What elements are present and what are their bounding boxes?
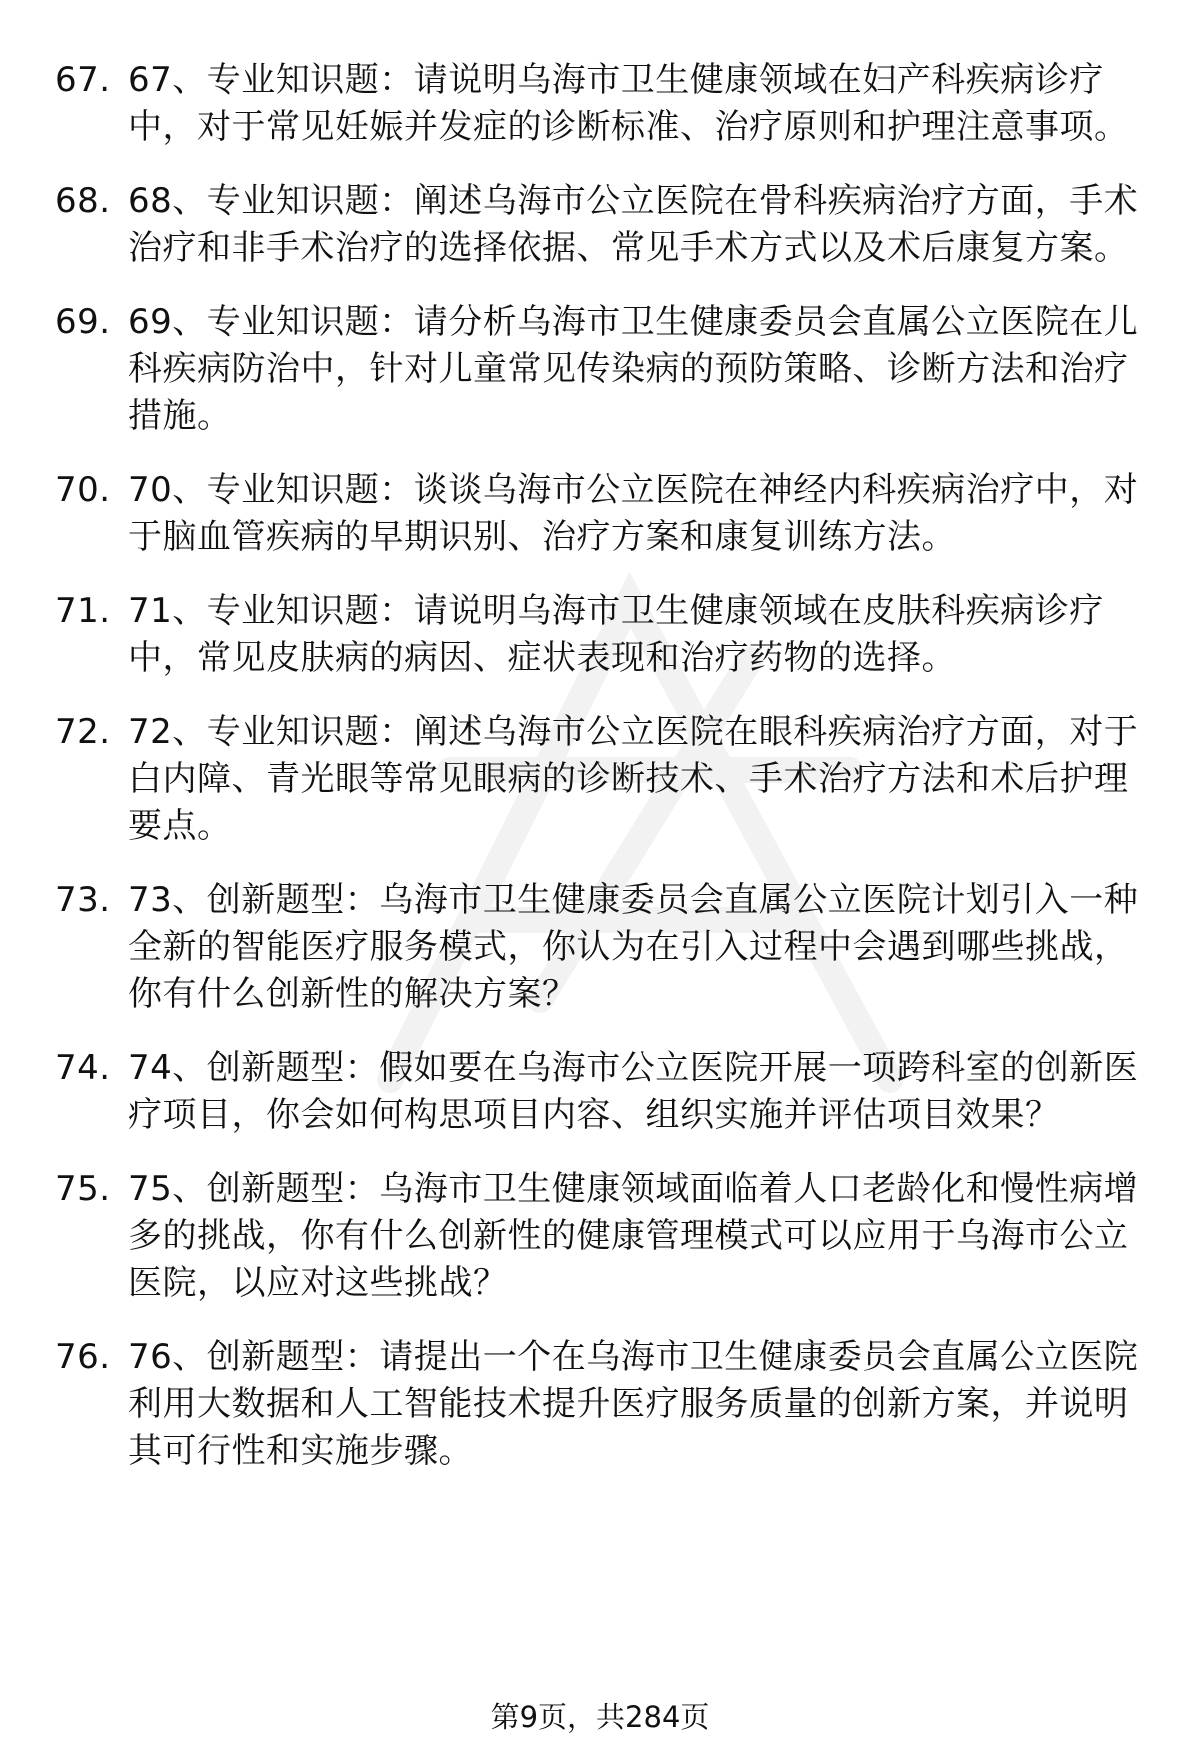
question-item (0, 1166, 1200, 1307)
question-number: 76. (55, 1337, 111, 1377)
question-item (0, 1045, 1200, 1139)
question-number: 75. (55, 1169, 111, 1209)
question-number: 71. (55, 591, 111, 631)
question-text: 69、专业知识题：请分析乌海市卫生健康委员会直属公立医院在儿科疾病防治中，针对儿童常见传染病的预防策略、诊断方法和治疗措施。 (128, 302, 1139, 436)
question-item (0, 57, 1200, 151)
question-item (0, 178, 1200, 272)
question-text: 72、专业知识题：阐述乌海市公立医院在眼科疾病治疗方面，对于白内障、青光眼等常见眼病的诊断技术、手术治疗方法和术后护理要点。 (128, 712, 1139, 846)
question-number: 70. (55, 470, 111, 510)
question-item (0, 588, 1200, 682)
question-number: 69. (55, 302, 111, 342)
question-number: 67. (55, 60, 111, 100)
question-text: 76、创新题型：请提出一个在乌海市卫生健康委员会直属公立医院利用大数据和人工智能技术提升医疗服务质量的创新方案，并说明其可行性和实施步骤。 (128, 1337, 1139, 1471)
question-list (0, 57, 1200, 1502)
question-item (0, 709, 1200, 850)
question-text: 71、专业知识题：请说明乌海市卫生健康领域在皮肤科疾病诊疗中，常见皮肤病的病因、症状表现和治疗药物的选择。 (128, 591, 1104, 678)
question-text: 70、专业知识题：谈谈乌海市公立医院在神经内科疾病治疗中，对于脑血管疾病的早期识别、治疗方案和康复训练方法。 (128, 470, 1139, 557)
question-text: 68、专业知识题：阐述乌海市公立医院在骨科疾病治疗方面，手术治疗和非手术治疗的选择依据、常见手术方式以及术后康复方案。 (128, 181, 1139, 268)
question-item (0, 299, 1200, 440)
question-number: 72. (55, 712, 111, 752)
question-number: 74. (55, 1048, 111, 1088)
question-text: 74、创新题型：假如要在乌海市公立医院开展一项跨科室的创新医疗项目，你会如何构思项目内容、组织实施并评估项目效果？ (128, 1048, 1139, 1135)
question-item (0, 1334, 1200, 1475)
question-item (0, 877, 1200, 1018)
page-number: 第9页，共284页 (490, 1700, 710, 1734)
question-number: 73. (55, 880, 111, 920)
question-text: 73、创新题型：乌海市卫生健康委员会直属公立医院计划引入一种全新的智能医疗服务模式，你认为在引入过程中会遇到哪些挑战，你有什么创新性的解决方案？ (128, 880, 1139, 1014)
question-item (0, 467, 1200, 561)
question-number: 68. (55, 181, 111, 221)
question-text: 75、创新题型：乌海市卫生健康领域面临着人口老龄化和慢性病增多的挑战，你有什么创新性的健康管理模式可以应用于乌海市公立医院，以应对这些挑战？ (128, 1169, 1139, 1303)
question-text: 67、专业知识题：请说明乌海市卫生健康领域在妇产科疾病诊疗中，对于常见妊娠并发症的诊断标准、治疗原则和护理注意事项。 (128, 60, 1129, 147)
